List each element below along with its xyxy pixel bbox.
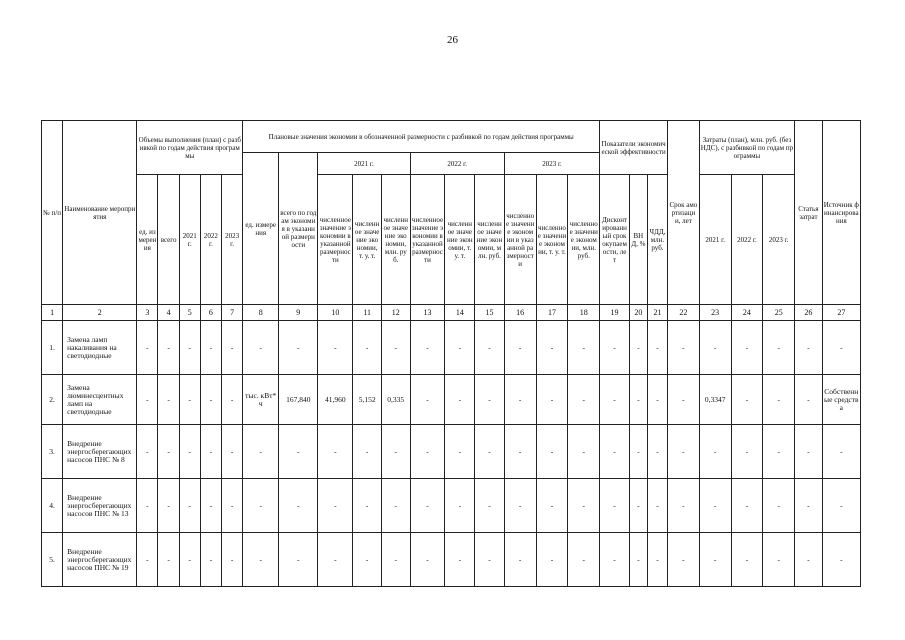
header-econ-irr: ВНД, % — [629, 175, 647, 305]
column-number: 13 — [410, 305, 445, 321]
table-cell: - — [668, 479, 700, 533]
column-number: 27 — [822, 305, 860, 321]
column-number-row — [42, 305, 861, 321]
header-year-2021: 2021 г. — [318, 153, 410, 175]
column-number: 4 — [158, 305, 179, 321]
table-cell: - — [647, 533, 667, 587]
table-cell: - — [158, 533, 179, 587]
table-cell: - — [763, 375, 795, 425]
table-cell: - — [822, 479, 860, 533]
header-sub-2022-c: численное значение экономии, млн. руб. — [475, 175, 505, 305]
row-number: 3. — [42, 425, 63, 479]
table-cell: - — [137, 479, 158, 533]
table-cell: - — [731, 321, 763, 375]
table-cell: - — [629, 375, 647, 425]
table-cell: - — [445, 479, 475, 533]
table-cell: - — [795, 533, 823, 587]
table-cell: - — [731, 479, 763, 533]
table-cell: - — [279, 425, 318, 479]
table-cell: - — [179, 533, 200, 587]
header-sav-total: всего по годам экономия в указанной размерности — [279, 153, 318, 305]
table-cell: - — [158, 479, 179, 533]
header-sub-2023-a: численное значение экономии в указанной размерности — [504, 175, 536, 305]
column-number: 23 — [699, 305, 731, 321]
table-cell: 0,3347 — [699, 375, 731, 425]
activity-name: Внедрение энергосберегающих насосов ПНС № 13 — [63, 479, 137, 533]
table-cell: - — [600, 321, 630, 375]
column-number: 24 — [731, 305, 763, 321]
table-cell: - — [410, 533, 445, 587]
table-cell: - — [243, 321, 279, 375]
header-row-number: № п/п — [42, 121, 63, 305]
header-cost-2022: 2022 г. — [731, 175, 763, 305]
table-cell: - — [668, 533, 700, 587]
column-number: 17 — [536, 305, 568, 321]
table-cell: - — [475, 425, 505, 479]
table-cell: - — [353, 533, 382, 587]
header-vol-2023: 2023 г. — [222, 175, 243, 305]
table-cell: - — [381, 533, 410, 587]
header-sub-2021-a: численное значение экономии в указанной размерности — [318, 175, 353, 305]
table-cell: - — [568, 321, 600, 375]
table-cell: - — [647, 321, 667, 375]
column-number: 25 — [763, 305, 795, 321]
table-cell: - — [200, 533, 221, 587]
table-cell: - — [504, 321, 536, 375]
table-cell: - — [279, 533, 318, 587]
table-cell: - — [731, 425, 763, 479]
table-cell: - — [600, 479, 630, 533]
table-cell: - — [381, 321, 410, 375]
column-number: 6 — [200, 305, 221, 321]
table-cell: - — [795, 425, 823, 479]
table-cell: - — [795, 321, 823, 375]
table-cell: - — [699, 321, 731, 375]
table-cell: - — [279, 321, 318, 375]
header-funding-source: Источник финансирования — [822, 121, 860, 305]
header-cost-2021: 2021 г. — [699, 175, 731, 305]
table-cell: - — [353, 425, 382, 479]
column-number: 9 — [279, 305, 318, 321]
table-cell: - — [504, 533, 536, 587]
header-econ-group: Показатели экономической эффективности — [600, 121, 668, 175]
table-cell: - — [600, 375, 630, 425]
header-cost-2023: 2023 г. — [763, 175, 795, 305]
table-cell: - — [381, 425, 410, 479]
table-cell: - — [318, 321, 353, 375]
table-cell: - — [158, 321, 179, 375]
table-cell: Собственные средства — [822, 375, 860, 425]
header-sav-unit: ед. измерения — [243, 153, 279, 305]
header-vol-2022: 2022 г. — [200, 175, 221, 305]
table-cell: - — [475, 321, 505, 375]
column-number: 14 — [445, 305, 475, 321]
table-cell: - — [318, 425, 353, 479]
table-cell: - — [445, 375, 475, 425]
table-cell: - — [699, 479, 731, 533]
table-cell: - — [763, 321, 795, 375]
column-number: 21 — [647, 305, 667, 321]
table-cell: - — [795, 375, 823, 425]
column-number: 10 — [318, 305, 353, 321]
table-cell: - — [699, 533, 731, 587]
table-cell: - — [243, 533, 279, 587]
page-number: 26 — [447, 34, 458, 46]
row-number: 2. — [42, 375, 63, 425]
table-cell: - — [222, 425, 243, 479]
table-cell: - — [763, 425, 795, 479]
table-cell: 5,152 — [353, 375, 382, 425]
table-row — [42, 425, 861, 479]
table-cell: - — [568, 479, 600, 533]
table-cell: - — [353, 479, 382, 533]
table-cell: - — [353, 321, 382, 375]
header-sub-2023-b: численное значение экономии, т. у. т. — [536, 175, 568, 305]
header-econ-dpp: Дисконтированный срок окупаемости, лет — [600, 175, 630, 305]
table-cell: - — [179, 425, 200, 479]
column-number: 19 — [600, 305, 630, 321]
table-cell: - — [668, 375, 700, 425]
table-cell: - — [158, 375, 179, 425]
header-savings-group: Плановые значения экономии в обозначенной размерности с разбивкой по годам действия программы — [243, 121, 600, 153]
column-number: 8 — [243, 305, 279, 321]
table-cell: - — [668, 425, 700, 479]
row-number: 1. — [42, 321, 63, 375]
table-cell: - — [731, 533, 763, 587]
table-cell: - — [222, 533, 243, 587]
table-cell: - — [410, 375, 445, 425]
table-cell: - — [731, 375, 763, 425]
table-row — [42, 533, 861, 587]
table-row — [42, 375, 861, 425]
table-cell: - — [629, 479, 647, 533]
table-cell: - — [536, 425, 568, 479]
table-cell: - — [200, 375, 221, 425]
table-cell: - — [475, 533, 505, 587]
table-cell: - — [536, 321, 568, 375]
table-cell: - — [200, 425, 221, 479]
table-cell: - — [822, 321, 860, 375]
header-cost-item: Статья затрат — [795, 121, 823, 305]
column-number: 2 — [63, 305, 137, 321]
column-number: 26 — [795, 305, 823, 321]
table-cell: - — [629, 533, 647, 587]
header-vol-2021: 2021 г. — [179, 175, 200, 305]
table-cell: - — [699, 425, 731, 479]
row-number: 4. — [42, 479, 63, 533]
table-row — [42, 321, 861, 375]
column-number: 12 — [381, 305, 410, 321]
column-number: 3 — [137, 305, 158, 321]
header-vol-total: всего — [158, 175, 179, 305]
row-number: 5. — [42, 533, 63, 587]
table-cell: - — [668, 321, 700, 375]
table-cell: 167,840 — [279, 375, 318, 425]
column-number: 7 — [222, 305, 243, 321]
table-cell: - — [504, 425, 536, 479]
table-cell: - — [629, 321, 647, 375]
table-cell: - — [137, 321, 158, 375]
activity-name: Замена ламп накаливания на светодиодные — [63, 321, 137, 375]
table-cell: - — [279, 479, 318, 533]
table-cell: - — [158, 425, 179, 479]
table-cell: - — [647, 375, 667, 425]
table-cell: - — [763, 479, 795, 533]
header-sub-2022-b: численное значение экономии, т. у. т. — [445, 175, 475, 305]
column-number: 11 — [353, 305, 382, 321]
table-cell: - — [822, 533, 860, 587]
table-cell: - — [200, 479, 221, 533]
header-payback-period: Срок амортизации, лет — [668, 121, 700, 305]
activity-name: Замена люминесцентных ламп на светодиодные — [63, 375, 137, 425]
table-cell: - — [763, 533, 795, 587]
header-costs-group: Затраты (план), млн. руб. (без НДС), с разбивкой по годам программы — [699, 121, 794, 175]
activity-name: Внедрение энергосберегающих насосов ПНС № 19 — [63, 533, 137, 587]
table-cell: - — [222, 479, 243, 533]
column-number: 20 — [629, 305, 647, 321]
header-sub-2021-c: численное значение экономии, млн. руб. — [381, 175, 410, 305]
table-cell: - — [504, 375, 536, 425]
table-cell: - — [179, 479, 200, 533]
table-cell: - — [647, 479, 667, 533]
table-cell: - — [445, 533, 475, 587]
table-cell: - — [536, 533, 568, 587]
table-cell: - — [504, 479, 536, 533]
table-cell: - — [318, 479, 353, 533]
header-sub-2023-c: численное значение экономии, млн. руб. — [568, 175, 600, 305]
table-cell: - — [222, 321, 243, 375]
table-cell: - — [822, 425, 860, 479]
column-number: 18 — [568, 305, 600, 321]
table-cell: - — [222, 375, 243, 425]
table-cell: - — [475, 479, 505, 533]
table-cell: - — [381, 479, 410, 533]
table-cell: - — [243, 425, 279, 479]
table-cell: - — [410, 425, 445, 479]
column-number: 1 — [42, 305, 63, 321]
table-cell: - — [137, 375, 158, 425]
column-number: 15 — [475, 305, 505, 321]
table-cell: - — [179, 375, 200, 425]
table-cell: - — [318, 533, 353, 587]
header-year-2022: 2022 г. — [410, 153, 504, 175]
header-sub-2021-b: численное значение экономии, т. у. т. — [353, 175, 382, 305]
table-cell: - — [445, 425, 475, 479]
column-number: 5 — [179, 305, 200, 321]
table-cell: - — [629, 425, 647, 479]
table-cell: - — [445, 321, 475, 375]
table-cell: - — [536, 479, 568, 533]
table-cell: тыс. кВт*ч — [243, 375, 279, 425]
table-cell: - — [795, 479, 823, 533]
table-cell: - — [600, 425, 630, 479]
table-cell: - — [647, 425, 667, 479]
savings-program-table — [41, 120, 861, 587]
header-year-2023: 2023 г. — [504, 153, 599, 175]
table-cell: - — [200, 321, 221, 375]
table-cell: - — [410, 321, 445, 375]
table-cell: - — [568, 425, 600, 479]
table-row — [42, 479, 861, 533]
table-cell: - — [536, 375, 568, 425]
table-cell: - — [568, 533, 600, 587]
header-sub-2022-a: численное значение экономии в указанной размерности — [410, 175, 445, 305]
table-cell: - — [179, 321, 200, 375]
header-econ-npv: ЧДД, млн. руб. — [647, 175, 667, 305]
table-cell: - — [568, 375, 600, 425]
table-cell: - — [600, 533, 630, 587]
header-volumes-group: Объемы выполнения (план) с разбивкой по годам действия программы — [137, 121, 243, 175]
table-cell: - — [410, 479, 445, 533]
column-number: 22 — [668, 305, 700, 321]
activity-name: Внедрение энергосберегающих насосов ПНС № 8 — [63, 425, 137, 479]
header-vol-unit: ед. измерения — [137, 175, 158, 305]
table-cell: - — [137, 533, 158, 587]
table-cell: 41,960 — [318, 375, 353, 425]
header-activity-name: Наименование мероприятия — [63, 121, 137, 305]
column-number: 16 — [504, 305, 536, 321]
table-body — [42, 321, 861, 587]
table-cell: - — [137, 425, 158, 479]
table-cell: 0,335 — [381, 375, 410, 425]
table-cell: - — [475, 375, 505, 425]
table-cell: - — [243, 479, 279, 533]
